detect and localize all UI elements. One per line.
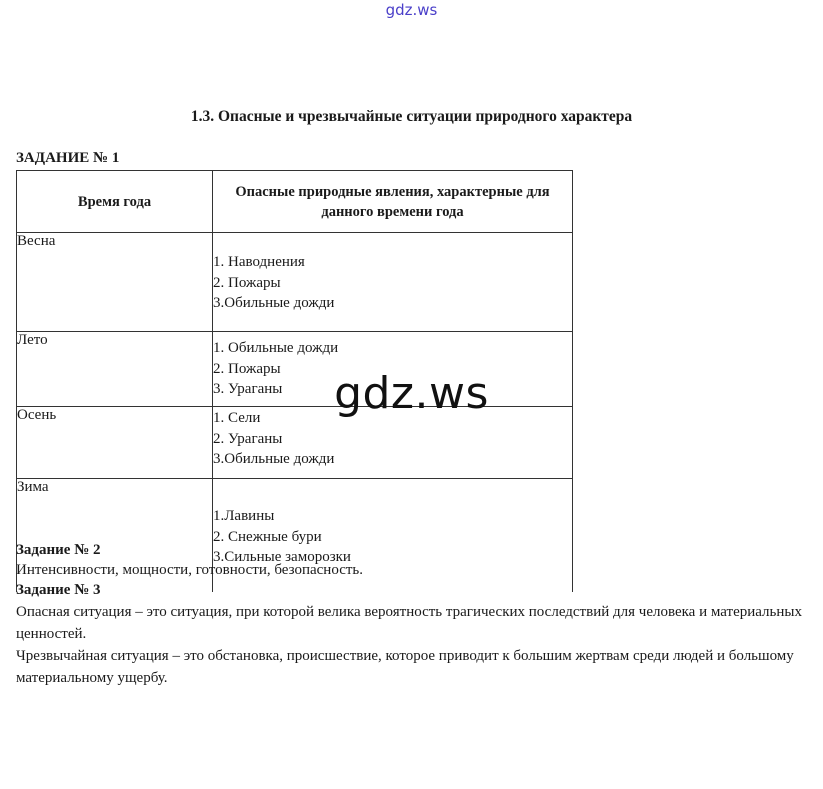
list-item: 1. Наводнения bbox=[213, 254, 305, 270]
watermark-top: gdz.ws bbox=[385, 1, 438, 19]
task3-label: Задание № 3 bbox=[16, 582, 101, 598]
watermark-center: gdz.ws bbox=[334, 368, 489, 419]
list-item: 2. Снежные бури bbox=[213, 528, 322, 545]
task3-paragraph-1: Опасная ситуация – это ситуация, при которой велика вероятность трагических последствий для человека и материальных ценностей. bbox=[16, 604, 802, 642]
list-item: 2. Ураганы bbox=[213, 430, 283, 447]
section-title: 1.3. Опасные и чрезвычайные ситуации природного характера bbox=[190, 108, 633, 125]
season-cell: Весна bbox=[17, 233, 213, 332]
task2-label: Задание № 2 bbox=[16, 542, 101, 558]
season-cell: Осень bbox=[17, 407, 213, 479]
list-item: 3.Обильные дожди bbox=[213, 451, 335, 467]
phenomena-cell bbox=[213, 233, 573, 332]
season-cell: Зима bbox=[17, 479, 213, 593]
header-phenomena: Опасные природные явления, характерные для данного времени года bbox=[213, 171, 573, 233]
season-cell: Лето bbox=[17, 332, 213, 407]
header-season: Время года bbox=[17, 171, 213, 233]
list-item: 3.Сильные заморозки bbox=[213, 549, 351, 565]
list-item: 3.Обильные дожди bbox=[213, 295, 335, 311]
list-item: 2. Пожары bbox=[213, 360, 281, 377]
list-item: 1.Лавины bbox=[213, 508, 275, 524]
table-row bbox=[17, 233, 573, 332]
task2-answer: Интенсивности, мощности, готовности, безопасность. bbox=[16, 562, 364, 578]
task3-paragraph-2: Чрезвычайная ситуация – это обстановка, происшествие, которое приводит к большим жертвам среди людей и большому материальному ущербу. bbox=[16, 648, 794, 686]
table-header-row bbox=[17, 171, 573, 233]
list-item: 1. Сели bbox=[213, 410, 261, 426]
list-item: 1. Обильные дожди bbox=[213, 340, 339, 356]
list-item: 2. Пожары bbox=[213, 274, 281, 291]
task1-label: ЗАДАНИЕ № 1 bbox=[16, 150, 120, 166]
list-item: 3. Ураганы bbox=[213, 381, 283, 397]
